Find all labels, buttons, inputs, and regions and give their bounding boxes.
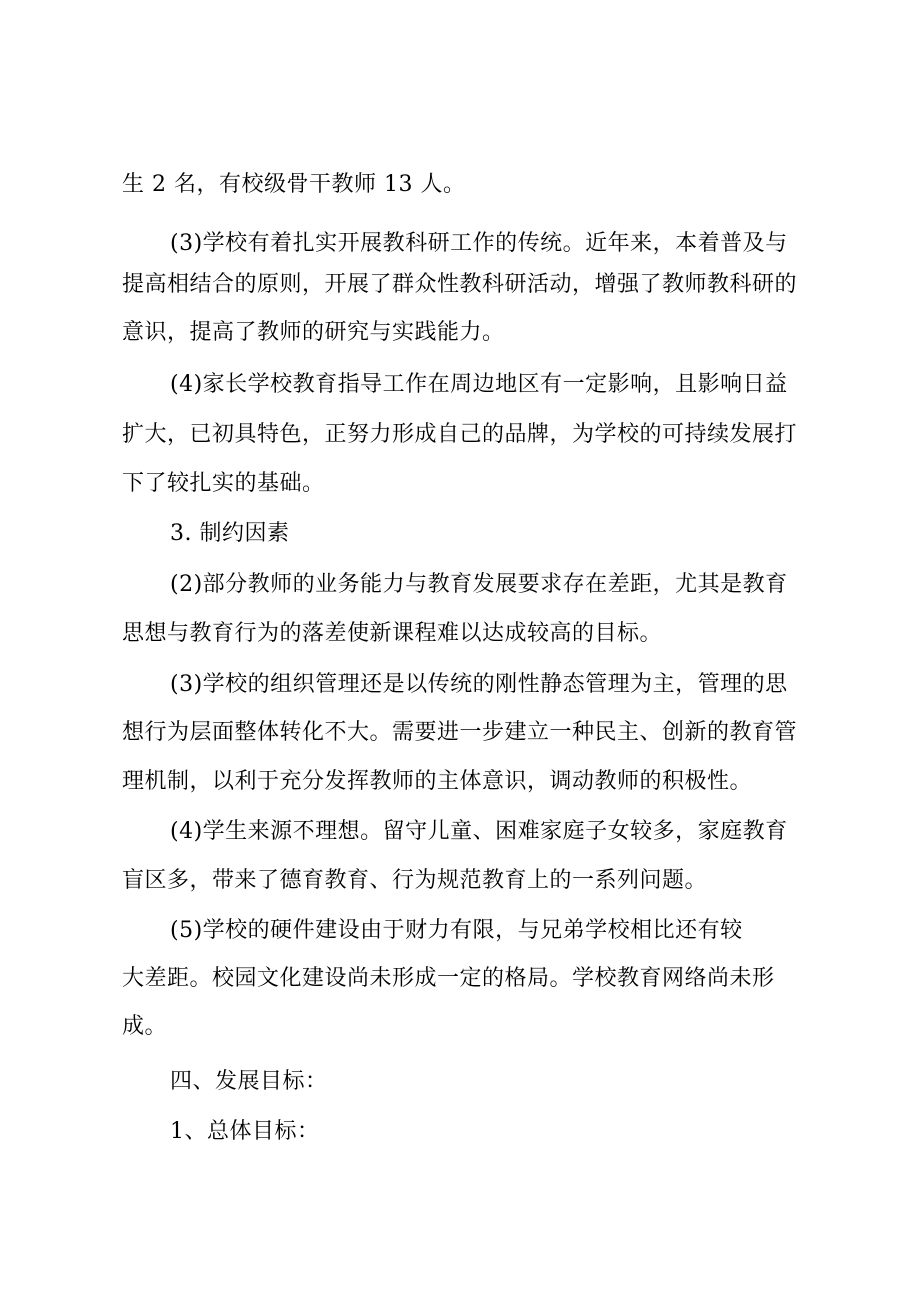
paragraph-start-line: (3)学校有着扎实开展教科研工作的传统。近年来，本着普及与 bbox=[170, 231, 788, 256]
text-line: 成。 bbox=[122, 1014, 168, 1039]
text-line: 理机制，以利于充分发挥教师的主体意识，调动教师的积极性。 bbox=[122, 769, 753, 794]
subsection-heading: 1、总体目标： bbox=[170, 1119, 320, 1144]
paragraph-start-line: (3)学校的组织管理还是以传统的刚性静态管理为主，管理的思 bbox=[170, 672, 788, 697]
text-line: 想行为层面整体转化不大。需要进一步建立一种民主、创新的教育管 bbox=[122, 720, 798, 745]
text-line: 大差距。校园文化建设尚未形成一定的格局。学校教育网络尚未形 bbox=[122, 966, 775, 991]
text-line: 提高相结合的原则，开展了群众性教科研活动，增强了教师教科研的 bbox=[122, 272, 798, 297]
paragraph-start-line: (5)学校的硬件建设由于财力有限，与兄弟学校相比还有较 bbox=[170, 918, 743, 943]
section-heading: 3. 制约因素 bbox=[170, 521, 290, 546]
text-line: 扩大，已初具特色，正努力形成自己的品牌，为学校的可持续发展打 bbox=[122, 422, 798, 447]
text-line: 下了较扎实的基础。 bbox=[122, 471, 325, 496]
text-line: 思想与教育行为的落差使新课程难以达成较高的目标。 bbox=[122, 621, 663, 646]
paragraph-start-line: (2)部分教师的业务能力与教育发展要求存在差距，尤其是教育 bbox=[170, 572, 788, 597]
text-line: 盲区多，带来了德育教育、行为规范教育上的一系列问题。 bbox=[122, 868, 708, 893]
text-line: 生 2 名，有校级骨干教师 13 人。 bbox=[122, 172, 466, 197]
paragraph-start-line: (4)家长学校教育指导工作在周边地区有一定影响，且影响日益 bbox=[170, 372, 788, 397]
section-heading: 四、发展目标： bbox=[170, 1069, 328, 1094]
paragraph-start-line: (4)学生来源不理想。留守儿童、困难家庭子女较多，家庭教育 bbox=[170, 819, 788, 844]
text-line: 意识，提高了教师的研究与实践能力。 bbox=[122, 320, 505, 345]
